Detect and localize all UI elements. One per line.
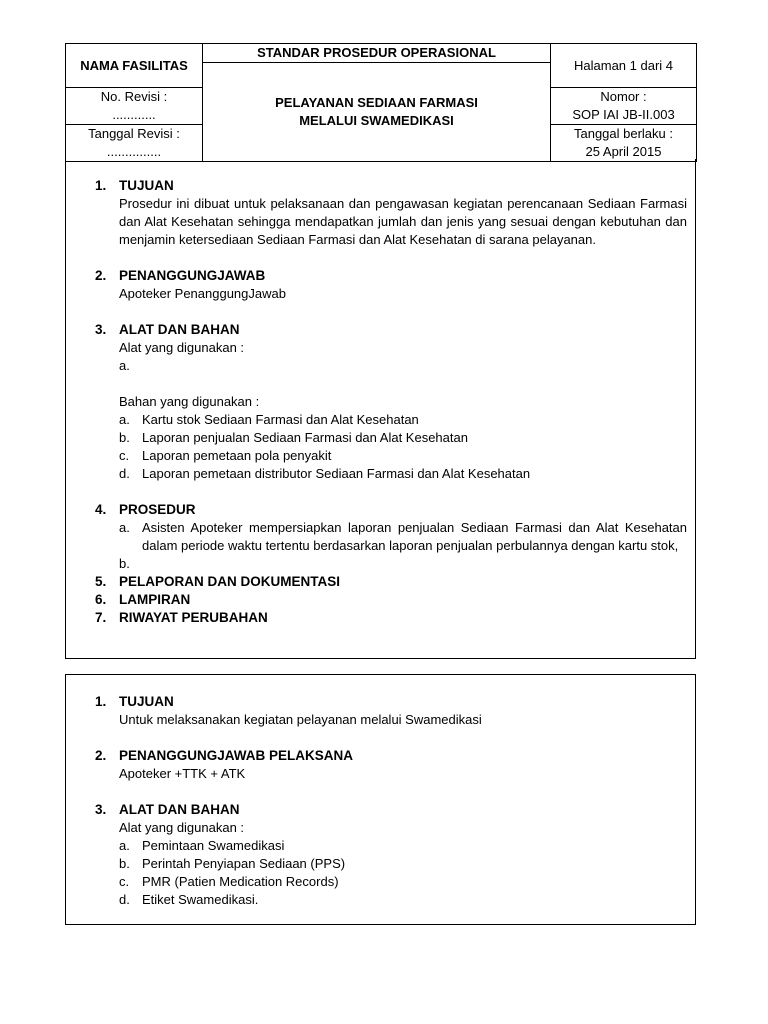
penanggungjawab-text: Apoteker PenanggungJawab: [119, 286, 286, 301]
list-letter: a.: [119, 358, 130, 373]
section-title-text: PENANGGUNGJAWAB: [119, 268, 266, 283]
section-title-text: ALAT DAN BAHAN: [119, 322, 240, 337]
effective-date-label: Tanggal berlaku :: [573, 126, 673, 141]
section-number: 1.: [95, 694, 107, 709]
document-title-line-1: PELAYANAN SEDIAAN FARMASI: [275, 95, 478, 110]
list-text: Laporan pemetaan pola penyakit: [142, 448, 332, 463]
section-riwayat: [66, 609, 695, 627]
penanggungjawab-text: Apoteker +TTK + ATK: [119, 766, 246, 781]
section-title-prosedur: [95, 501, 687, 519]
list-item: [119, 837, 687, 855]
list-letter: b.: [119, 430, 130, 445]
section-lampiran: [66, 591, 695, 609]
sop-title: STANDAR PROSEDUR OPERASIONAL: [203, 44, 551, 63]
section-title-text: PELAPORAN DAN DOKUMENTASI: [119, 574, 341, 589]
list-letter: b.: [119, 856, 130, 871]
revision-number-value: ............: [112, 107, 156, 122]
section-title-text: RIWAYAT PERUBAHAN: [119, 610, 268, 625]
section-title-penanggungjawab-pelaksana: [95, 747, 687, 765]
section-alat-bahan-2: [66, 801, 695, 909]
content-box-2: [65, 674, 696, 925]
revision-date-cell: [66, 125, 203, 162]
list-letter: d.: [119, 892, 130, 907]
section-title-text: TUJUAN: [119, 694, 174, 709]
list-item: [119, 555, 687, 573]
list-text: Pemintaan Swamedikasi: [142, 838, 285, 853]
list-item: [119, 891, 687, 909]
document-title-line-2: MELALUI SWAMEDIKASI: [299, 113, 454, 128]
bahan-label: Bahan yang digunakan :: [119, 394, 260, 409]
section-number: 2.: [95, 748, 107, 763]
list-text: Laporan penjualan Sediaan Farmasi dan Alat Kesehatan: [142, 430, 468, 445]
list-letter: d.: [119, 466, 130, 481]
list-item: [119, 873, 687, 891]
list-letter: c.: [119, 448, 130, 463]
tujuan-text: Prosedur ini dibuat untuk pelaksanaan dan pengawasan kegiatan perencanaan Sediaan Farmasi dan Alat Kesehatan sehingga mendapatkan jumlah dan jenis yang sesuai dengan kebutuhan dan menjamin ketersediaan Sediaan Farmasi dan Alat Kesehatan di sarana pelayanan.: [119, 196, 687, 247]
list-item: [119, 357, 687, 375]
list-item: [119, 447, 687, 465]
list-text: Etiket Swamedikasi.: [142, 892, 259, 907]
facility-name: NAMA FASILITAS: [66, 44, 203, 88]
list-text: Kartu stok Sediaan Farmasi dan Alat Kesehatan: [142, 412, 419, 427]
document-number-value: SOP IAI JB-II.003: [572, 107, 675, 122]
list-letter: a.: [119, 520, 130, 535]
list-item: [119, 429, 687, 447]
section-title-tujuan: [95, 177, 687, 195]
list-text: Laporan pemetaan distributor Sediaan Farmasi dan Alat Kesehatan: [142, 466, 531, 481]
tujuan-text: Untuk melaksanakan kegiatan pelayanan melalui Swamedikasi: [119, 712, 482, 727]
section-number: 3.: [95, 802, 107, 817]
list-item: [119, 411, 687, 429]
revision-date-label: Tanggal Revisi :: [88, 126, 180, 141]
section-title-text: TUJUAN: [119, 178, 174, 193]
document-number-cell: [551, 88, 697, 125]
section-title-text: LAMPIRAN: [119, 592, 191, 607]
section-title-text: PENANGGUNGJAWAB PELAKSANA: [119, 748, 354, 763]
effective-date-cell: [551, 125, 697, 162]
sop-header-table: [65, 43, 697, 162]
revision-number-cell: [66, 88, 203, 125]
section-tujuan: [66, 177, 695, 249]
section-number: 2.: [95, 268, 107, 283]
section-title-pelaporan: [95, 573, 687, 591]
document-number-label: Nomor :: [600, 89, 647, 104]
document-title: [203, 63, 551, 162]
list-letter: c.: [119, 874, 130, 889]
section-alat-bahan: [66, 321, 695, 483]
section-title-riwayat: [95, 609, 687, 627]
section-number: 5.: [95, 574, 107, 589]
list-letter: b.: [119, 556, 130, 571]
list-item: [119, 465, 687, 483]
section-title-text: PROSEDUR: [119, 502, 196, 517]
list-text: Perintah Penyiapan Sediaan (PPS): [142, 856, 346, 871]
section-title-alat-bahan: [95, 321, 687, 339]
alat-label: Alat yang digunakan :: [119, 820, 245, 835]
section-tujuan-2: [66, 693, 695, 729]
list-text: Asisten Apoteker mempersiapkan laporan penjualan Sediaan Farmasi dan Alat Kesehatan dalam periode waktu tertentu berdasarkan laporan penjualan perbulannya dengan kartu stok,: [142, 520, 687, 553]
list-text: PMR (Patien Medication Records): [142, 874, 339, 889]
section-prosedur: [66, 501, 695, 573]
section-penanggungjawab-pelaksana: [66, 747, 695, 783]
section-number: 4.: [95, 502, 107, 517]
section-penanggungjawab: [66, 267, 695, 303]
list-item: [119, 855, 687, 873]
list-letter: a.: [119, 838, 130, 853]
section-title-penanggungjawab: [95, 267, 687, 285]
list-item: [119, 519, 687, 555]
list-letter: a.: [119, 412, 130, 427]
section-number: 6.: [95, 592, 107, 607]
section-title-alat-bahan: [95, 801, 687, 819]
section-pelaporan: [66, 573, 695, 591]
revision-number-label: No. Revisi :: [100, 89, 168, 104]
page-number: Halaman 1 dari 4: [551, 44, 697, 88]
alat-label: Alat yang digunakan :: [119, 340, 245, 355]
section-title-tujuan: [95, 693, 687, 711]
section-title-lampiran: [95, 591, 687, 609]
content-box-1: [65, 159, 696, 659]
section-number: 1.: [95, 178, 107, 193]
effective-date-value: 25 April 2015: [585, 144, 662, 159]
section-number: 3.: [95, 322, 107, 337]
revision-date-value: ...............: [106, 144, 162, 159]
section-number: 7.: [95, 610, 107, 625]
section-title-text: ALAT DAN BAHAN: [119, 802, 240, 817]
